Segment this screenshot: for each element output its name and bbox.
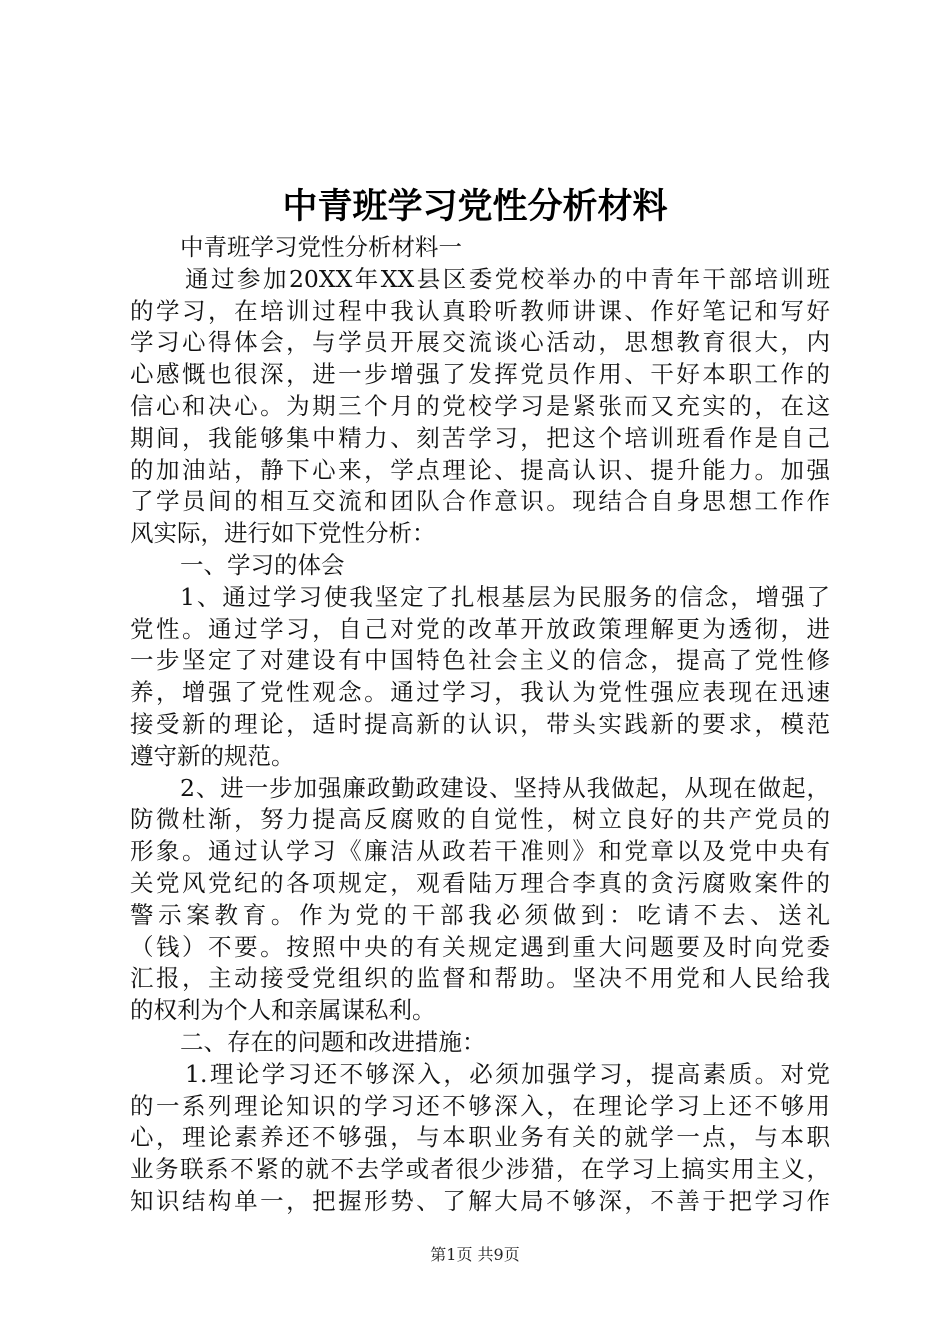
- document-body: [130, 232, 830, 1218]
- body-line: 警示案教育。作为党的干部我必须做到：吃请不去、送礼: [130, 900, 830, 929]
- body-line: 的权利为个人和亲属谋私利。: [130, 996, 436, 1025]
- body-line: 心，理论素养还不够强，与本职业务有关的就学一点，与本职: [130, 1123, 830, 1152]
- body-line: 学习心得体会，与学员开展交流谈心活动，思想教育很大，内: [130, 328, 830, 357]
- body-line: 养，增强了党性观念。通过学习，我认为党性强应表现在迅速: [130, 678, 830, 707]
- body-line: 了学员间的相互交流和团队合作意识。现结合自身思想工作作: [130, 487, 830, 516]
- body-line: 期间，我能够集中精力、刻苦学习，把这个培训班看作是自己: [130, 423, 830, 452]
- body-line: 1、通过学习使我坚定了扎根基层为民服务的信念，增强了: [180, 582, 830, 611]
- body-line: 的一系列理论知识的学习还不够深入，在理论学习上还不够用: [130, 1091, 830, 1120]
- body-line: 二、存在的问题和改进措施：: [180, 1027, 486, 1056]
- body-line: 一步坚定了对建设有中国特色社会主义的信念，提高了党性修: [130, 646, 830, 675]
- body-line: （钱）不要。按照中央的有关规定遇到重大问题要及时向党委: [130, 932, 830, 961]
- body-line: 一、学习的体会: [180, 550, 345, 579]
- body-line: 接受新的理论，适时提高新的认识，带头实践新的要求，模范: [130, 709, 830, 738]
- body-line: 汇报，主动接受党组织的监督和帮助。坚决不用党和人民给我: [130, 964, 830, 993]
- body-line: 的学习，在培训过程中我认真聆听教师讲课、作好笔记和写好: [130, 296, 830, 325]
- body-line: 防微杜渐，努力提高反腐败的自觉性，树立良好的共产党员的: [130, 805, 830, 834]
- body-line: 的加油站，静下心来，学点理论、提高认识、提升能力。加强: [130, 455, 830, 484]
- document-title: 中青班学习党性分析材料: [282, 187, 668, 227]
- body-line: 1.理论学习还不够深入，必须加强学习，提高素质。对党: [185, 1059, 830, 1088]
- body-line: 风实际，进行如下党性分析：: [130, 519, 436, 548]
- body-line: 2、进一步加强廉政勤政建设、坚持从我做起，从现在做起，: [180, 773, 830, 802]
- body-line: 遵守新的规范。: [130, 741, 295, 770]
- page-footer: 第1页 共9页: [430, 1245, 520, 1264]
- body-line: 党性。通过学习，自己对党的改革开放政策理解更为透彻，进: [130, 614, 830, 643]
- body-line: 心感慨也很深，进一步增强了发挥党员作用、干好本职工作的: [130, 360, 830, 389]
- body-line: 中青班学习党性分析材料一: [180, 233, 462, 261]
- body-line: 知识结构单一，把握形势、了解大局不够深，不善于把学习作: [130, 1186, 830, 1215]
- body-line: 通过参加20XX年XX县区委党校举办的中青年干部培训班: [185, 264, 830, 293]
- body-line: 关党风党纪的各项规定，观看陆万理合李真的贪污腐败案件的: [130, 868, 830, 897]
- body-line: 形象。通过认学习《廉洁从政若干准则》和党章以及党中央有: [130, 837, 830, 866]
- body-line: 信心和决心。为期三个月的党校学习是紧张而又充实的，在这: [130, 391, 830, 420]
- body-line: 业务联系不紧的就不去学或者很少涉猎，在学习上搞实用主义，: [130, 1155, 830, 1184]
